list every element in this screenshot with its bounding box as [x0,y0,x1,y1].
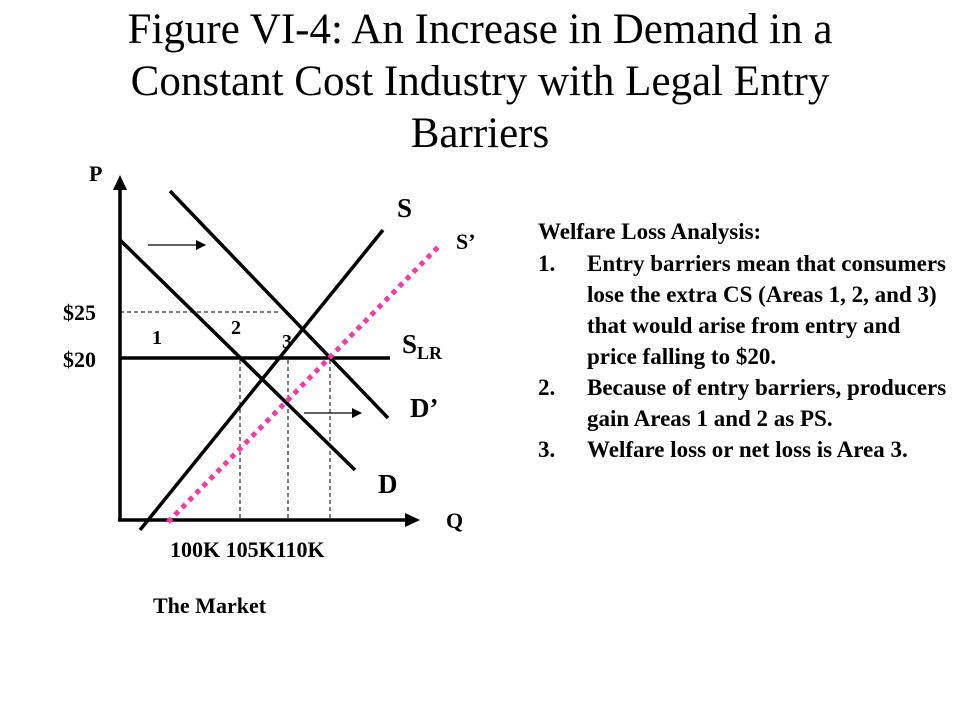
analysis-item-text: Entry barriers mean that consumers lose the extra CS (Areas 1, 2, and 3) that would arise from entry and price falling to $20. [587,251,947,369]
title-line-1: Figure VI-4: An Increase in Demand in a [127,6,833,53]
chart-caption: The Market [153,593,267,618]
label-s: S [397,193,413,223]
quantity-tick-labels: 100K 105K110K [170,537,325,562]
analysis-heading: Welfare Loss Analysis: [538,219,762,244]
title-line-2: Constant Cost Industry with Legal Entry [130,58,830,105]
analysis-item-number: 1. [538,251,556,276]
area-label-2: 2 [231,317,241,339]
price-label-20: $20 [63,347,96,372]
welfare-analysis-panel [538,216,948,465]
analysis-item-text: Because of entry barriers, producers gain Areas 1 and 2 as PS. [587,375,947,431]
label-d-prime: D’ [410,393,439,423]
label-slr [402,329,443,363]
label-slr-sub: LR [417,343,443,363]
supply-curve-s [140,230,383,530]
analysis-list [538,248,948,465]
axis-label-q: Q [446,508,464,533]
demand-curve-d [120,240,355,470]
area-label-1: 1 [152,327,162,349]
price-label-25: $25 [63,300,96,325]
title-line-3: Barriers [410,110,550,157]
analysis-item-number: 2. [538,375,556,400]
axes [113,175,420,527]
x-axis-arrowhead [405,513,420,527]
label-s-prime: S’ [456,229,476,254]
label-slr-main: S [402,329,418,359]
y-axis-arrowhead [113,175,127,190]
label-d: D [378,469,398,499]
axis-label-p: P [89,161,103,186]
analysis-item [538,434,948,465]
analysis-item-text: Welfare loss or net loss is Area 3. [587,437,908,462]
analysis-item [538,372,948,434]
demand-curve-d-prime [170,191,388,418]
area-label-3: 3 [282,331,292,353]
supply-curve-s-prime [168,245,440,522]
analysis-item-number: 3. [538,437,556,462]
analysis-item [538,248,948,372]
